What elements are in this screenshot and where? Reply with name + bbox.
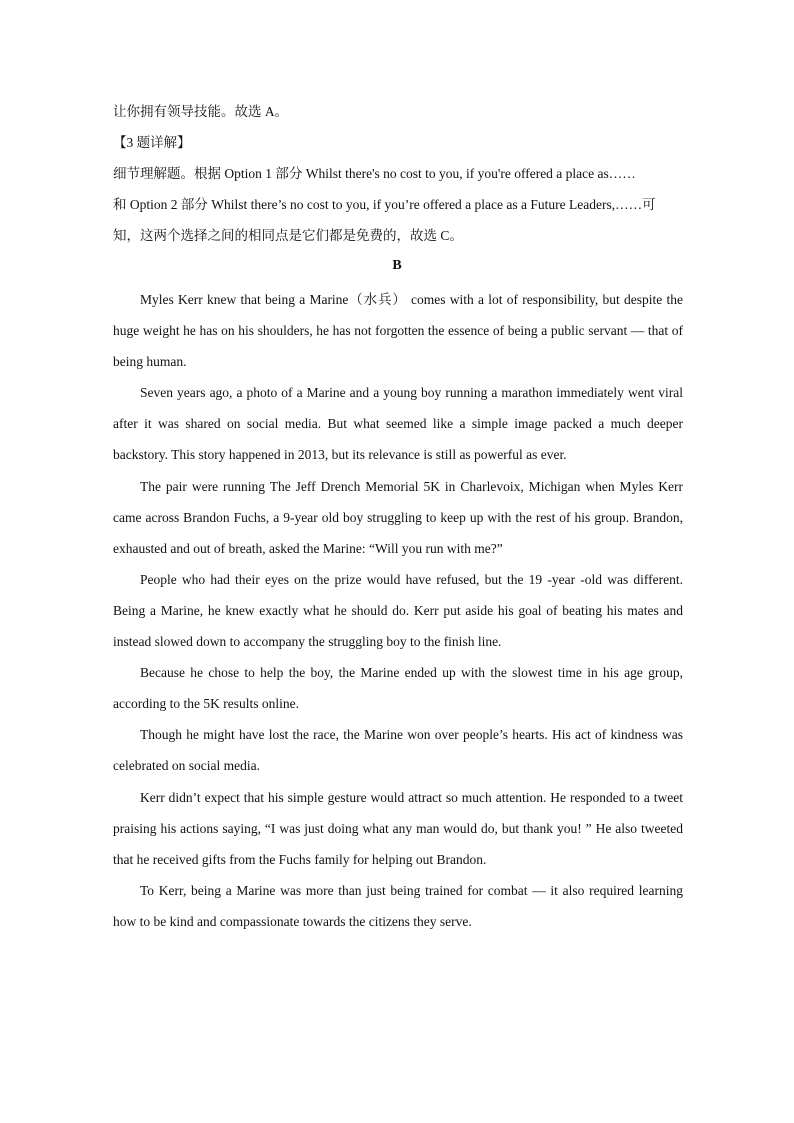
article-paragraph: Though he might have lost the race, the Marine won over people’s hearts. His act of kindness was celebrated on social media.: [113, 727, 683, 774]
section-label: B: [392, 258, 402, 273]
intro-line-4: 和 Option 2 部分 Whilst there’s no cost to you, if you’re offered a place as a Future Leaders,……可: [113, 197, 656, 212]
intro-line-5: 知，这两个选择之间的相同点是它们都是免费的，故选 C。: [113, 228, 463, 243]
article-body: [113, 284, 683, 937]
article-paragraph: The pair were running The Jeff Drench Memorial 5K in Charlevoix, Michigan when Myles Kerr came across Brandon Fuchs, a 9-year old boy struggling to keep up with the rest of his group. Brandon, exhausted and out of breath, asked the Marine: “Will you run with me?”: [113, 478, 683, 556]
article-paragraph: Kerr didn’t expect that his simple gesture would attract so much attention. He responded to a tweet praising his actions saying, “I was just doing what any man would do, but thank you! ” He also tweeted that he received gifts from the Fuchs family for helping out Brandon.: [113, 789, 683, 867]
article-paragraph: People who had their eyes on the prize would have refused, but the 19 -year -old was different. Being a Marine, he knew exactly what he should do. Kerr put aside his goal of beating his mates and instead slowed down to accompany the struggling boy to the finish line.: [113, 571, 683, 650]
intro-line-3: 细节理解题。根据 Option 1 部分 Whilst there's no cost to you, if you're offered a place as……: [113, 166, 636, 181]
intro-line-1: 让你拥有领导技能。故选 A。: [113, 104, 289, 119]
article-paragraph: Myles Kerr knew that being a Marine（水兵） comes with a lot of responsibility, but despite the huge weight he has on his shoulders, he has not forgotten the essence of being a public servant — that of being human.: [113, 292, 683, 370]
article-paragraph: Because he chose to help the boy, the Marine ended up with the slowest time in his age group, according to the 5K results online.: [113, 665, 683, 712]
article-paragraph: Seven years ago, a photo of a Marine and a young boy running a marathon immediately went viral after it was shared on social media. But what seemed like a simple image packed a much deeper backstory. This story happened in 2013, but its relevance is still as powerful as ever.: [113, 385, 683, 463]
article-paragraph: To Kerr, being a Marine was more than just being trained for combat — it also required learning how to be kind and compassionate towards the citizens they serve.: [113, 882, 683, 929]
question-3-heading: 【3 题详解】: [113, 135, 191, 150]
